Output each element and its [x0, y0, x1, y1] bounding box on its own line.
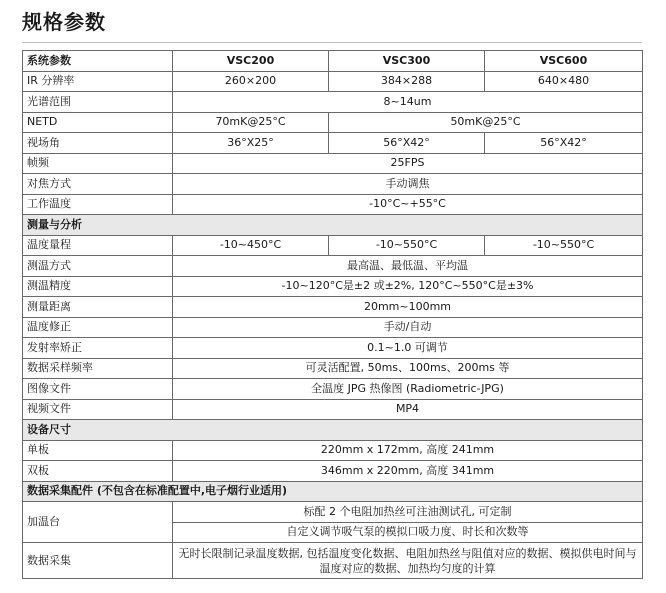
table-row	[23, 461, 643, 482]
row-label: 温度修正	[23, 317, 173, 338]
row-label: 温度量程	[23, 235, 173, 256]
cell-value: 346mm x 220mm, 高度 341mm	[173, 461, 643, 482]
table-header-row	[23, 51, 643, 72]
section-title: 数据采集配件 (不包含在标准配置中,电子烟行业适用)	[23, 481, 643, 502]
section-header-measurement	[23, 215, 643, 236]
cell-value: 220mm x 172mm, 高度 241mm	[173, 440, 643, 461]
cell-value: 自定义调节吸气泵的模拟口吸力度、时长和次数等	[173, 522, 643, 543]
cell-value: 70mK@25°C	[173, 112, 329, 133]
cell-value: -10°C~+55°C	[173, 194, 643, 215]
row-label: 工作温度	[23, 194, 173, 215]
table-row	[23, 235, 643, 256]
cell-value: -10~120°C是±2 或±2%, 120°C~550°C是±3%	[173, 276, 643, 297]
table-row	[23, 256, 643, 277]
table-row	[23, 502, 643, 523]
row-label: IR 分辨率	[23, 71, 173, 92]
row-label: 数据采样频率	[23, 358, 173, 379]
table-row	[23, 112, 643, 133]
table-row	[23, 276, 643, 297]
table-row	[23, 399, 643, 420]
table-row	[23, 92, 643, 113]
row-label: 视场角	[23, 133, 173, 154]
table-row	[23, 133, 643, 154]
cell-value: 无时长限制记录温度数据, 包括温度变化数据、电阻加热丝与阻值对应的数据、模拟供电时间与温度对应的数据、加热均匀度的计算	[173, 543, 643, 579]
cell-value: 8~14um	[173, 92, 643, 113]
row-label: 对焦方式	[23, 174, 173, 195]
cell-value: 56°X42°	[485, 133, 643, 154]
row-label: 帧频	[23, 153, 173, 174]
cell-value: 50mK@25°C	[329, 112, 643, 133]
cell-value: MP4	[173, 399, 643, 420]
section-title: 设备尺寸	[23, 420, 643, 441]
table-row	[23, 174, 643, 195]
cell-value: 标配 2 个电阻加热丝可注油测试孔, 可定制	[173, 502, 643, 523]
row-label: 测量距离	[23, 297, 173, 318]
table-row	[23, 194, 643, 215]
model-vsc200: VSC200	[173, 51, 329, 72]
table-row	[23, 358, 643, 379]
row-label: 双板	[23, 461, 173, 482]
row-label: 单板	[23, 440, 173, 461]
cell-value: -10~550°C	[329, 235, 485, 256]
row-label: NETD	[23, 112, 173, 133]
row-label: 测温方式	[23, 256, 173, 277]
row-label: 发射率矫正	[23, 338, 173, 359]
row-label: 加温台	[23, 502, 173, 543]
cell-value: -10~550°C	[485, 235, 643, 256]
cell-value: 384×288	[329, 71, 485, 92]
cell-value: 0.1~1.0 可调节	[173, 338, 643, 359]
row-label: 数据采集	[23, 543, 173, 579]
cell-value: 36°X25°	[173, 133, 329, 154]
spec-table	[22, 50, 643, 579]
cell-value: 可灵活配置, 50ms、100ms、200ms 等	[173, 358, 643, 379]
table-row	[23, 317, 643, 338]
cell-value: 260×200	[173, 71, 329, 92]
table-row	[23, 338, 643, 359]
cell-value: 手动调焦	[173, 174, 643, 195]
cell-value: 56°X42°	[329, 133, 485, 154]
table-row	[23, 153, 643, 174]
row-label: 测温精度	[23, 276, 173, 297]
cell-value: 全温度 JPG 热像图 (Radiometric-JPG)	[173, 379, 643, 400]
model-vsc300: VSC300	[329, 51, 485, 72]
row-label: 视频文件	[23, 399, 173, 420]
table-row	[23, 297, 643, 318]
cell-value: 25FPS	[173, 153, 643, 174]
row-label: 图像文件	[23, 379, 173, 400]
section-header-dimensions	[23, 420, 643, 441]
table-row	[23, 440, 643, 461]
cell-value: 640×480	[485, 71, 643, 92]
header-label: 系统参数	[23, 51, 173, 72]
cell-value: 最高温、最低温、平均温	[173, 256, 643, 277]
cell-value: 手动/自动	[173, 317, 643, 338]
table-row	[23, 379, 643, 400]
page-title: 规格参数	[22, 10, 106, 34]
row-label: 光谱范围	[23, 92, 173, 113]
section-title: 测量与分析	[23, 215, 643, 236]
section-header-accessories	[23, 481, 643, 502]
cell-value: -10~450°C	[173, 235, 329, 256]
title-divider	[22, 42, 642, 43]
table-row	[23, 71, 643, 92]
table-row	[23, 543, 643, 579]
cell-value: 20mm~100mm	[173, 297, 643, 318]
model-vsc600: VSC600	[485, 51, 643, 72]
